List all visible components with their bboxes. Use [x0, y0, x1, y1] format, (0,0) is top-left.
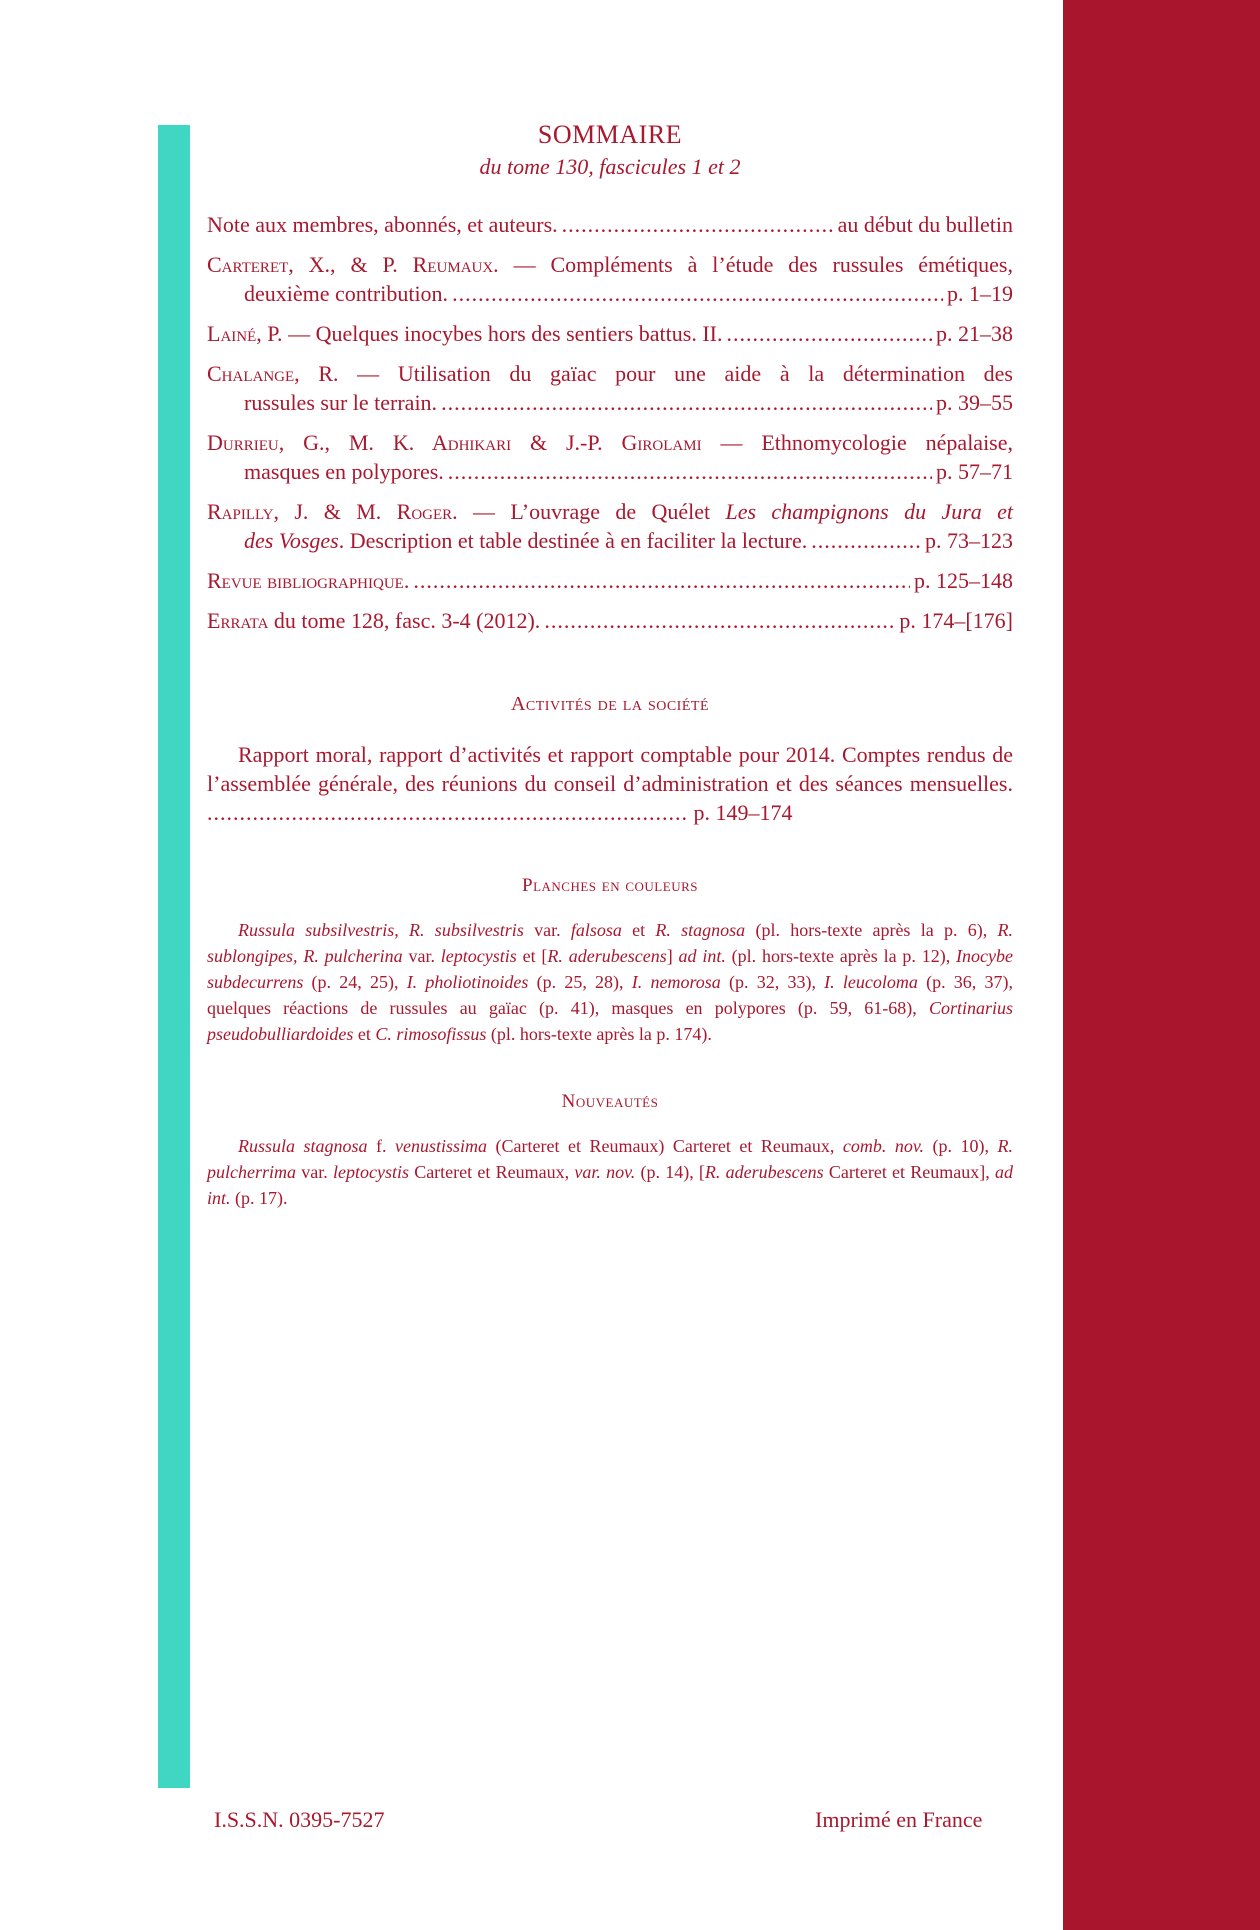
page-title: SOMMAIRE — [537, 120, 683, 149]
text-run: (p. 32, 33), — [720, 972, 825, 992]
leader-dots — [544, 606, 895, 635]
italic-taxon: falsosa — [570, 920, 622, 940]
toc-text: Note aux membres, abonnés, et auteurs. — [207, 212, 558, 237]
toc-entry — [207, 566, 1013, 595]
toc-title: — Utilisation du gaïac pour une aide à la détermination des — [357, 361, 1013, 386]
leader-dots — [562, 210, 834, 239]
text-run: Carteret et Reumaux], — [823, 1162, 995, 1182]
leader-dots — [413, 566, 910, 595]
toc-page: p. 174–[176] — [899, 608, 1013, 633]
leader-dots — [448, 457, 932, 486]
toc-page: p. 39–55 — [936, 390, 1013, 415]
text-run: (p. 25, 28), — [528, 972, 632, 992]
text-run: (pl. hors-texte après la p. 6), — [745, 920, 998, 940]
italic-taxon: I. pholiotinoides — [406, 972, 529, 992]
toc-entry — [207, 250, 1013, 308]
printed-in: Imprimé en France — [815, 1807, 983, 1832]
italic-taxon: var. nov. — [574, 1162, 636, 1182]
text-run: f. — [367, 1136, 396, 1156]
italic-taxon: leptocystis — [332, 1162, 409, 1182]
toc-title-italic: Les champignons du Jura et — [725, 499, 1013, 524]
leader-dots — [452, 279, 943, 308]
text-run: et — [621, 920, 656, 940]
toc-author: Rapilly, J. & M. Roger. — [207, 499, 458, 524]
toc-title-cont: masques en polypores. — [244, 459, 444, 484]
leader-dots — [441, 388, 932, 417]
toc-entry — [207, 210, 1013, 239]
toc-title: — Ethnomycologie népalaise, — [720, 430, 1014, 455]
activites-text: Rapport moral, rapport d’activités et rapport comptable pour 2014. Comptes rendus de l’assemblée générale, des réunions du conseil d’administration et des séances mensuelles. — [207, 742, 1013, 796]
text-run: (p. 36, 37), quelques réactions de russules au gaïac (p. 41), masques en polypores (p. 59, 61-68), — [207, 972, 1014, 1018]
toc-title-cont: deuxième contribution. — [244, 281, 449, 306]
left-accent-bar — [158, 125, 190, 1788]
toc-page: au début du bulletin — [837, 212, 1013, 237]
page-subtitle: du tome 130, fascicules 1 et 2 — [479, 154, 741, 179]
text-run: (pl. hors-texte après la p. 12), — [725, 946, 957, 966]
section-heading-nouveautes: Nouveautés — [561, 1091, 659, 1112]
toc-entry — [207, 606, 1013, 635]
toc-page: p. 73–123 — [925, 528, 1013, 553]
toc-author: Carteret, X., & P. Reumaux. — [207, 252, 499, 277]
text-run: et — [353, 1024, 376, 1044]
italic-taxon: ad int. — [678, 946, 726, 966]
text-run: (p. 10), — [924, 1136, 998, 1156]
toc-entry — [207, 497, 1013, 555]
toc-title-cont: russules sur le terrain. — [244, 390, 438, 415]
leader-dots: .......................................................................... — [207, 800, 688, 825]
planches-paragraph — [207, 917, 1013, 1047]
text-run: var. — [523, 920, 571, 940]
toc-title: — Compléments à l’étude des russules émétiques, — [513, 252, 1013, 277]
toc-author: Revue bibliographique. — [207, 568, 410, 593]
text-run: (p. 17). — [230, 1188, 288, 1208]
section-heading-planches: Planches en couleurs — [522, 875, 698, 896]
text-run: et [ — [516, 946, 548, 966]
activites-page: p. 149–174 — [693, 800, 793, 825]
text-run: (p. 14), [ — [635, 1162, 705, 1182]
italic-taxon: R. stagnosa — [655, 920, 746, 940]
text-run: (p. 24, 25), — [303, 972, 407, 992]
text-run: var. — [296, 1162, 333, 1182]
toc-entry — [207, 428, 1013, 486]
toc-author: Chalange, R. — [207, 361, 339, 386]
italic-taxon: I. nemorosa — [631, 972, 721, 992]
italic-taxon: Inocybe subdecurrens — [207, 946, 1014, 992]
toc-title-cont: . Description et table destinée à en faciliter la lecture. — [338, 528, 808, 553]
toc-title: — L’ouvrage de Quélet — [473, 499, 711, 524]
issn: I.S.S.N. 0395-7527 — [214, 1807, 385, 1832]
italic-taxon: Cortinarius pseudobulliardoides — [207, 998, 1013, 1044]
toc-author: Lainé, P. — [207, 321, 283, 346]
toc-title-italic: des Vosges — [244, 528, 339, 553]
toc-page: p. 1–19 — [947, 281, 1013, 306]
leader-dots — [726, 319, 932, 348]
italic-taxon: R. sublongipes, R. pulcherina — [207, 920, 1013, 966]
section-heading-activites: Activités de la société — [510, 693, 710, 715]
contents-page — [207, 120, 1013, 1211]
italic-taxon: venustissima — [395, 1136, 488, 1156]
toc-entry — [207, 359, 1013, 417]
italic-taxon: comb. nov. — [842, 1136, 924, 1156]
text-run: ] — [666, 946, 679, 966]
italic-taxon: R. pulcherrima — [207, 1136, 1013, 1182]
italic-taxon: leptocystis — [440, 946, 517, 966]
nouveautes-paragraph — [207, 1133, 1013, 1211]
toc-page: p. 125–148 — [914, 568, 1013, 593]
italic-taxon: R. aderubescens — [704, 1162, 824, 1182]
toc-page: p. 57–71 — [936, 459, 1013, 484]
leader-dots — [811, 526, 921, 555]
text-run: var. — [402, 946, 441, 966]
toc-page: p. 21–38 — [936, 321, 1013, 346]
toc-title: — Quelques inocybes hors des sentiers battus. II. — [288, 321, 723, 346]
italic-taxon: I. leucoloma — [824, 972, 918, 992]
activites-paragraph — [207, 740, 1013, 827]
toc-entry — [207, 319, 1013, 348]
toc-author: Durrieu, G., M. K. Adhikari & J.-P. Girolami — [207, 430, 702, 455]
italic-taxon: ad int. — [207, 1162, 1013, 1208]
italic-taxon: R. aderubescens — [547, 946, 667, 966]
toc-author: Errata — [207, 608, 269, 633]
right-color-band — [1063, 0, 1260, 1930]
text-run: (Carteret et Reumaux) Carteret et Reumaux, — [487, 1136, 843, 1156]
toc-text: du tome 128, fasc. 3-4 (2012). — [273, 608, 541, 633]
text-run: (pl. hors-texte après la p. 174). — [486, 1024, 712, 1044]
italic-taxon: Russula stagnosa — [238, 1136, 368, 1156]
text-run: Carteret et Reumaux, — [408, 1162, 575, 1182]
italic-taxon: C. rimosofissus — [375, 1024, 487, 1044]
italic-taxon: Russula subsilvestris, R. subsilvestris — [238, 920, 524, 940]
